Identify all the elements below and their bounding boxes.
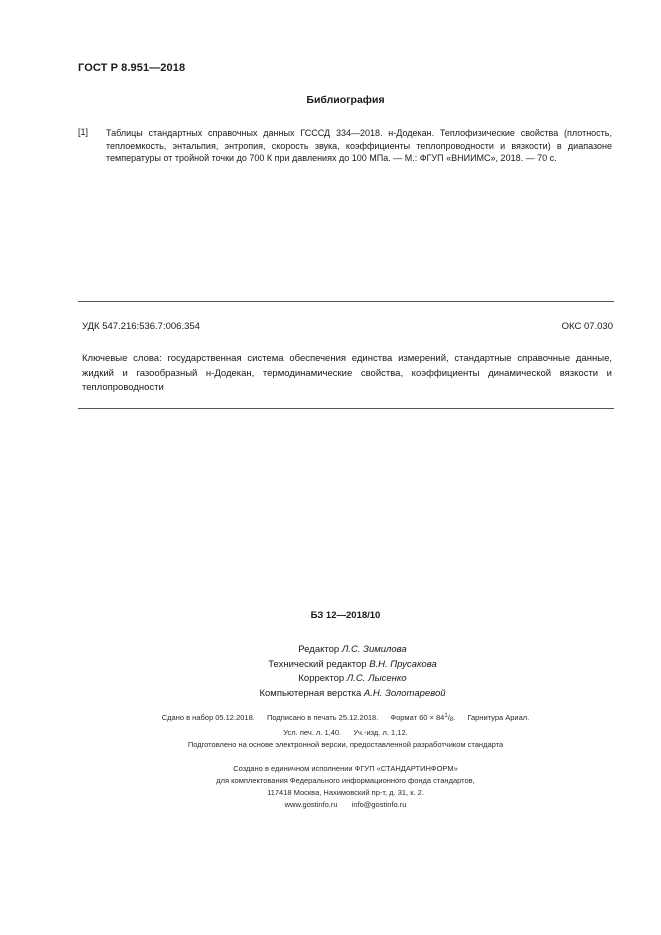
credit-editor: Редактор Л.С. Зимилова	[298, 644, 407, 655]
bibliography-entry-text: Таблицы стандартных справочных данных ГСССД 334—2018. н-Додекан. Теплофизические свойства (плотность, теплоемкость, энтальпия, энтропия, скорость звука, коэффициенты теплопроводности и вязкости) в диапазоне температуры от тройной точки до 700 К при давлениях до 100 МПа. — М.: ФГУП «ВНИИМС», 2018. — 70 с.	[106, 128, 612, 164]
publication-line-1: Сдано в набор 05.12.2018. Подписано в печать 25.12.2018. Формат $60 \times 84^1/_8$. Гарнитура Ариал.	[161, 713, 530, 723]
publication-line-3: Подготовлено на основе электронной версии, предоставленной разработчиком стандарта	[187, 740, 504, 749]
imprint-contacts	[30, 799, 661, 811]
udk-code: УДК 547.216:536.7:006.354	[82, 321, 200, 332]
bz-number: БЗ 12—2018/10	[310, 610, 381, 621]
website-link[interactable]: www.gostinfo.ru	[284, 800, 338, 809]
email-link[interactable]: info@gostinfo.ru	[351, 800, 407, 809]
credit-tech-editor: Технический редактор В.Н. Прусакова	[268, 658, 437, 670]
publication-line-2: Усл. печ. л. 1,40. Уч.-изд. л. 1,12.	[283, 727, 408, 737]
page-header-standard-code: ГОСТ Р 8.951—2018	[78, 62, 186, 74]
credit-corrector: Корректор Л.С. Лысенко	[298, 673, 407, 684]
oks-code: ОКС 07.030	[561, 321, 613, 332]
credit-layout: Компьютерная верстка А.Н. Золотаревой	[259, 687, 446, 699]
bibliography-title: Библиография	[306, 94, 385, 106]
format-value: Формат $60 \times 84^1/_8$.	[390, 713, 456, 723]
publication-info	[0, 710, 661, 752]
bibliography-entry-number: [1]	[78, 127, 89, 137]
divider-bottom	[78, 408, 614, 409]
imprint-block	[0, 763, 661, 811]
divider-top	[78, 301, 614, 302]
imprint-address: 117418 Москва, Нахимовский пр-т, д. 31, к. 2.	[267, 788, 424, 797]
credits-block	[0, 643, 661, 701]
imprint-line-1: Создано в единичном исполнении ФГУП «СТАНДАРТИНФОРМ»	[233, 764, 458, 773]
imprint-line-2: для комплектования Федерального информационного фонда стандартов,	[216, 776, 475, 785]
keywords-paragraph: Ключевые слова: государственная система обеспечения единства измерений, стандартные справочные данные, жидкий и газообразный н-Додекан, термодинамические свойства, коэффициенты динамической вязкости и теплопроводности	[82, 353, 612, 393]
